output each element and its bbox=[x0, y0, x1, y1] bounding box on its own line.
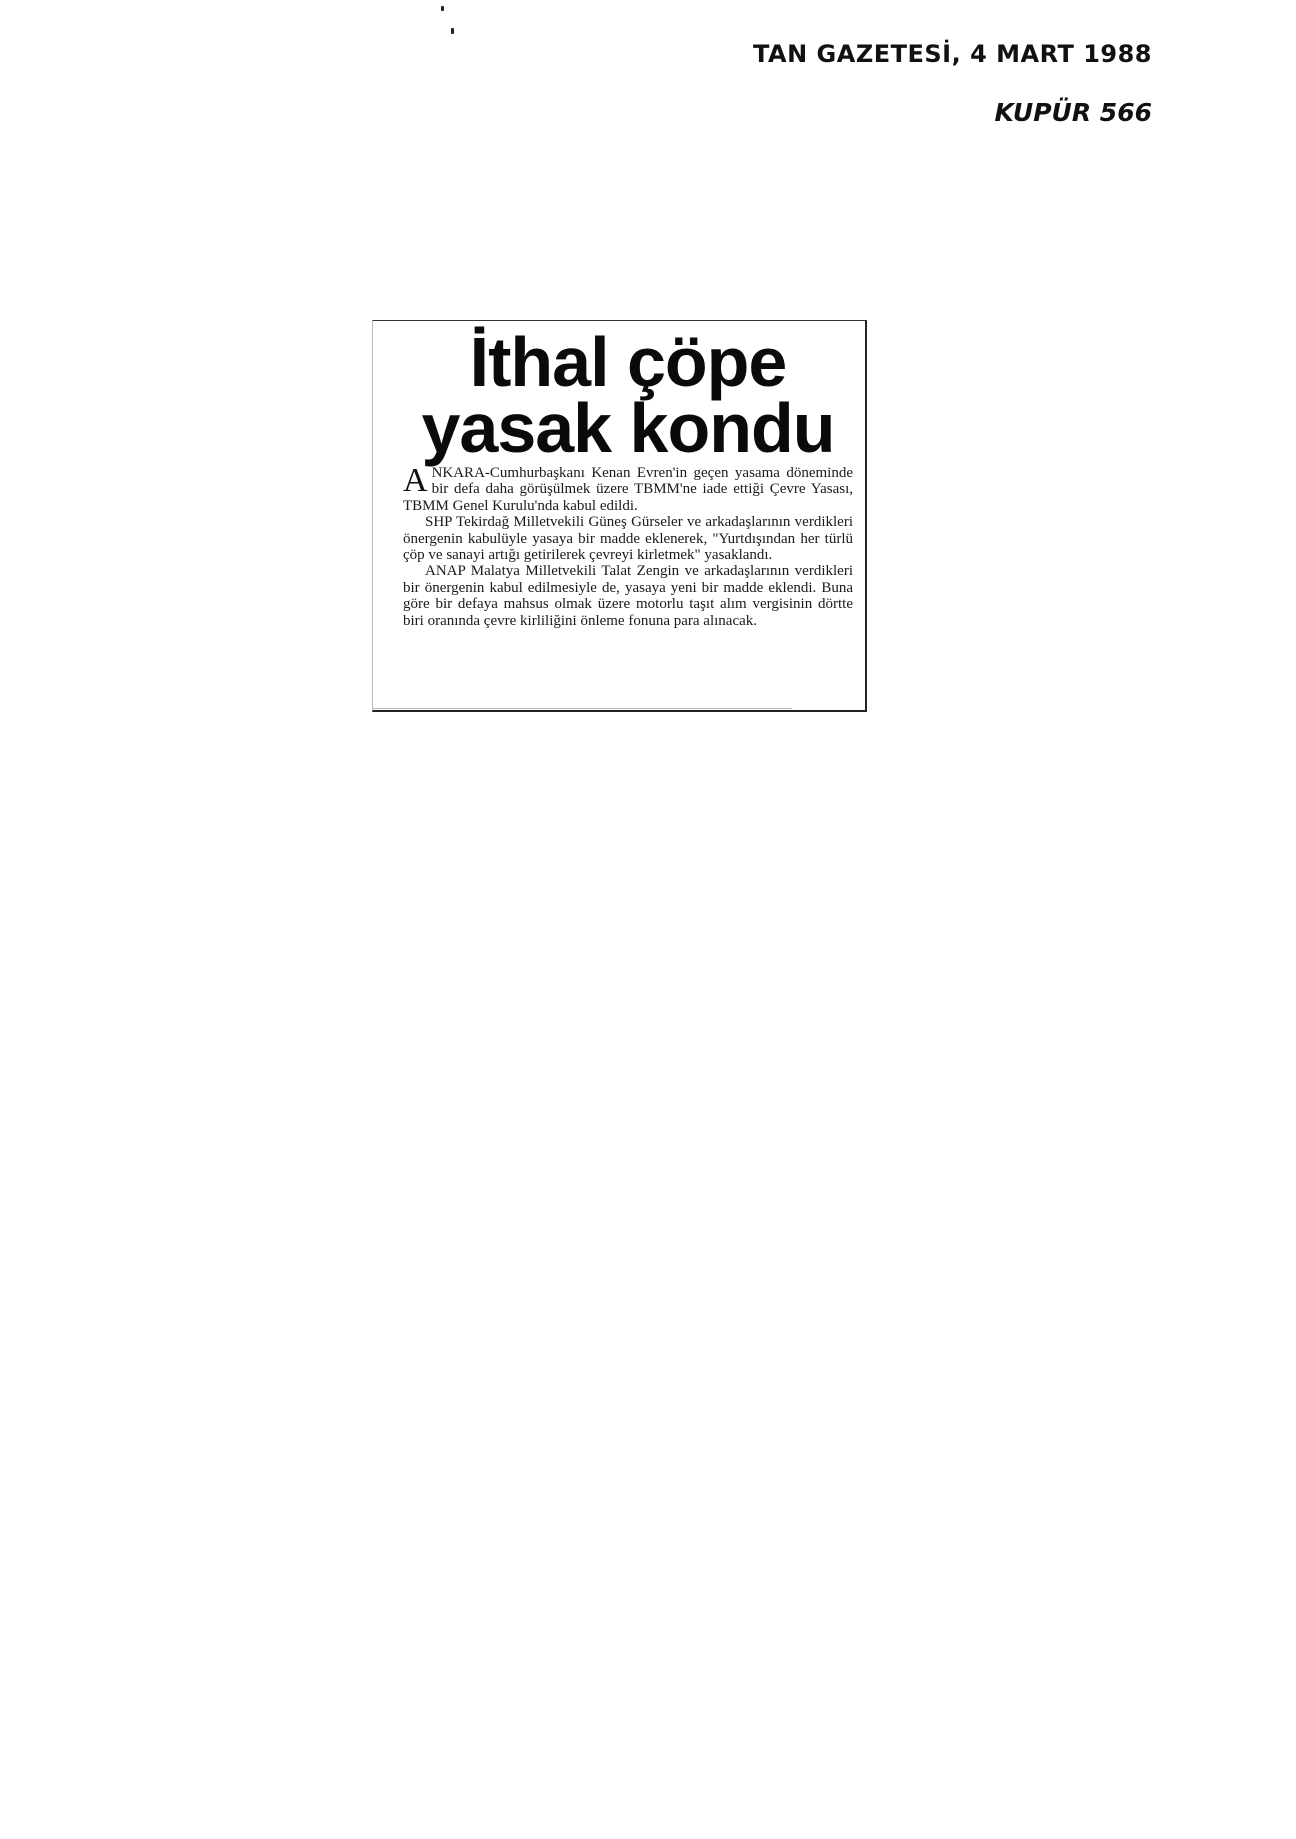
paragraph-1-text: NKARA-Cumhurbaşkanı Kenan Evren'in geçen yasama döneminde bir defa daha görüşülmek üzere TBMM'ne iade ettiği Çevre Yasası, TBMM Genel Kurulu'nda kabul edildi. bbox=[403, 465, 853, 514]
clipping-number: KUPÜR 566 bbox=[994, 98, 1152, 127]
newspaper-clipping bbox=[372, 320, 867, 712]
headline-line-1: İthal çöpe bbox=[469, 323, 787, 401]
scan-speck bbox=[441, 6, 444, 11]
article-paragraph bbox=[403, 462, 853, 514]
clipping-cut-line bbox=[372, 708, 792, 709]
newspaper-source-date: TAN GAZETESİ, 4 MART 1988 bbox=[753, 40, 1152, 68]
drop-cap: A bbox=[403, 462, 428, 499]
article-headline bbox=[403, 323, 853, 467]
article-paragraph: ANAP Malatya Milletvekili Talat Zengin ve arkadaşlarının verdikleri bir önergenin kabul edilmesiyle de, yasaya yeni bir madde eklendi. Buna göre bir defaya mahsus olmak üzere motorlu taşıt alım vergisinin dörtte biri oranında çevre kirliliğini önleme fonuna para alınacak. bbox=[403, 563, 853, 629]
article-paragraph: SHP Tekirdağ Milletvekili Güneş Gürseler ve arkadaşlarının verdikleri önergenin kabulüyle yasaya bir madde eklenerek, "Yurtdışından her türlü çöp ve sanayi artığı getirilerek çevreyi kirletmek" yasaklandı. bbox=[403, 514, 853, 564]
headline-line-2: yasak kondu bbox=[421, 389, 835, 467]
article-body bbox=[403, 462, 853, 629]
scan-speck bbox=[451, 28, 454, 34]
page-header bbox=[753, 40, 1152, 127]
